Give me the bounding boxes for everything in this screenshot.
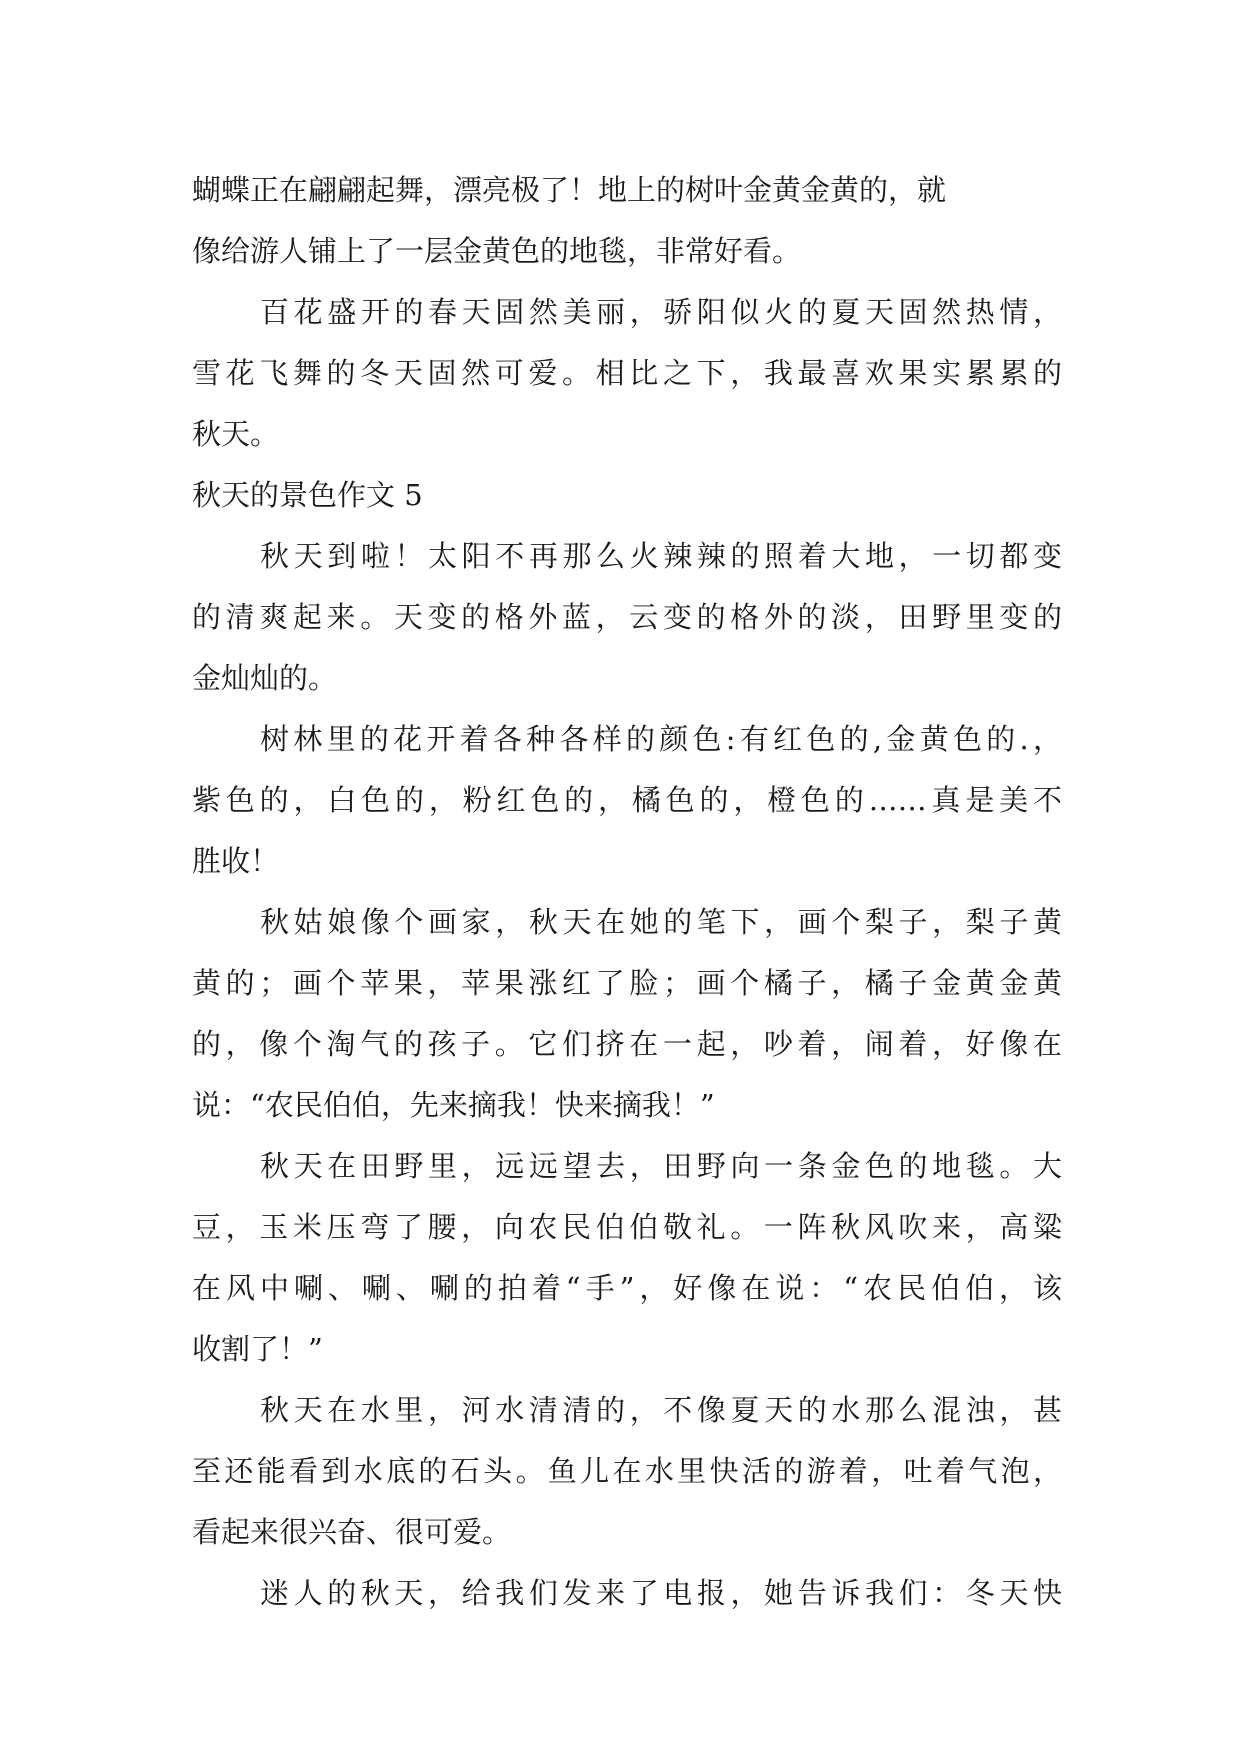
text-line: 胜收！ xyxy=(192,844,280,878)
text-line: 雪花飞舞的冬天固然可爱。相比之下，我最喜欢果实累累的 xyxy=(192,356,1062,390)
paragraph-first-line: 迷人的秋天，给我们发来了电报，她告诉我们：冬天快 xyxy=(260,1576,1062,1610)
section-heading: 秋天的景色作文 5 xyxy=(192,478,423,512)
paragraph-first-line: 秋天到啦！太阳不再那么火辣辣的照着大地，一切都变 xyxy=(260,539,1062,573)
paragraph-first-line: 秋天在水里，河水清清的，不像夏天的水那么混浊，甚 xyxy=(260,1393,1062,1427)
text-line: 蝴蝶正在翩翩起舞，漂亮极了！地上的树叶金黄金黄的，就 xyxy=(192,173,947,207)
text-line: 像给游人铺上了一层金黄色的地毯，非常好看。 xyxy=(192,234,802,268)
text-line: 的清爽起来。天变的格外蓝，云变的格外的淡，田野里变的 xyxy=(192,600,1062,634)
text-line: 说：“农民伯伯，先来摘我！快来摘我！” xyxy=(192,1088,715,1122)
text-line: 金灿灿的。 xyxy=(192,661,338,695)
paragraph-first-line: 秋天在田野里，远远望去，田野向一条金色的地毯。大 xyxy=(260,1149,1062,1183)
text-line: 至还能看到水底的石头。鱼儿在水里快活的游着，吐着气泡， xyxy=(192,1454,1062,1488)
document-body xyxy=(192,160,1062,1624)
text-line: 豆，玉米压弯了腰，向农民伯伯敬礼。一阵秋风吹来，高粱 xyxy=(192,1210,1062,1244)
text-line: 紫色的，白色的，粉红色的，橘色的，橙色的……真是美不 xyxy=(192,783,1062,817)
paragraph-first-line: 秋姑娘像个画家，秋天在她的笔下，画个梨子，梨子黄 xyxy=(260,905,1062,939)
text-line: 的，像个淘气的孩子。它们挤在一起，吵着，闹着，好像在 xyxy=(192,1027,1062,1061)
text-line: 收割了！” xyxy=(192,1332,323,1366)
paragraph-first-line: 树林里的花开着各种各样的颜色:有红色的,金黄色的.， xyxy=(260,722,1062,756)
paragraph-first-line: 百花盛开的春天固然美丽，骄阳似火的夏天固然热情， xyxy=(260,295,1062,329)
text-line: 看起来很兴奋、很可爱。 xyxy=(192,1515,512,1549)
text-line: 秋天。 xyxy=(192,417,280,451)
text-line: 在风中唰、唰、唰的拍着“手”，好像在说：“农民伯伯，该 xyxy=(192,1271,1062,1305)
text-line: 黄的；画个苹果，苹果涨红了脸；画个橘子，橘子金黄金黄 xyxy=(192,966,1062,1000)
